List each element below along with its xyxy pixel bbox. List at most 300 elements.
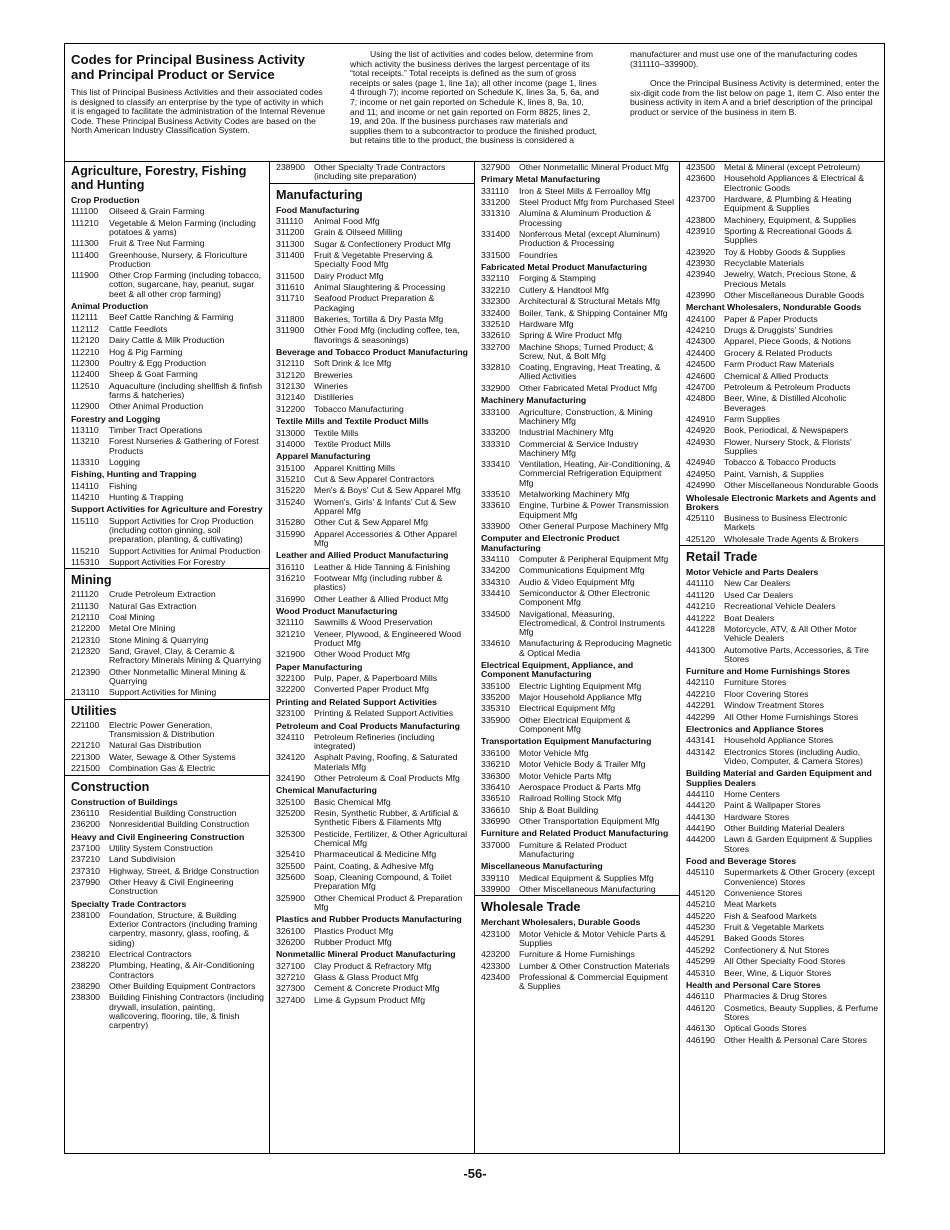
- activity-code: 325300: [276, 828, 305, 839]
- activity-code: 332810: [481, 362, 510, 373]
- activity-description: Printing & Related Support Activities: [314, 708, 454, 719]
- subsection-heading: Wood Product Manufacturing: [276, 606, 398, 617]
- activity-description: Utility System Construction: [109, 842, 213, 853]
- activity-description: Furniture & Related Product Manufacturing: [519, 839, 627, 859]
- activity-description: Electric Power Generation, Transmission & Distribution: [109, 719, 215, 740]
- activity-code: 236110: [71, 807, 100, 818]
- activity-description: Tobacco & Tobacco Products: [724, 457, 836, 468]
- instructions-entry-paragraph: Once the Principal Business Activity is determined, enter the six-digit code from the list below on page 1, item C. Also enter the business activity in item A and a brief description of the principal product or service of the business in item B.: [630, 78, 880, 117]
- activity-code: 311200: [276, 227, 305, 238]
- code-row: [481, 197, 675, 208]
- code-row: [481, 873, 675, 884]
- activity-description: Hog & Pig Farming: [109, 346, 183, 357]
- activity-description: New Car Dealers: [724, 578, 791, 589]
- code-row: [686, 425, 880, 436]
- activity-description: Pharmacies & Drug Stores: [724, 991, 827, 1002]
- activity-description: Lawn & Garden Equipment & Supplies Stores: [724, 834, 873, 854]
- activity-code: 446110: [686, 991, 715, 1002]
- activity-code: 315210: [276, 474, 305, 485]
- subsection-heading: Apparel Manufacturing: [276, 451, 371, 462]
- activity-description: Clay Product & Refractory Mfg: [314, 960, 432, 971]
- code-row: [686, 382, 880, 393]
- activity-code: 424800: [686, 393, 715, 404]
- activity-code: 335100: [481, 680, 510, 691]
- activity-code: 331200: [481, 197, 510, 208]
- code-row: [276, 926, 470, 937]
- code-row: [481, 308, 675, 319]
- activity-code: 114210: [71, 492, 100, 503]
- code-row: [71, 687, 265, 698]
- code-row: [276, 250, 470, 271]
- code-row: [276, 392, 470, 403]
- subsection-heading: Health and Personal Care Stores: [686, 980, 821, 991]
- code-row: [276, 485, 470, 496]
- code-row: [686, 888, 880, 899]
- activity-description: Industrial Machinery Mfg: [519, 427, 614, 438]
- activity-code: 336210: [481, 759, 510, 770]
- page-title: Codes for Principal Business Activity and Principal Product or Service: [71, 52, 306, 82]
- activity-description: Animal Slaughtering & Processing: [314, 282, 446, 293]
- activity-description: Dairy Cattle & Milk Production: [109, 335, 225, 346]
- section-heading: Utilities: [65, 699, 269, 720]
- activity-code: 332210: [481, 284, 510, 295]
- code-row: [276, 463, 470, 474]
- code-row: [276, 271, 470, 282]
- activity-description: Baked Goods Stores: [724, 933, 805, 944]
- activity-description: Natural Gas Distribution: [109, 740, 202, 751]
- code-row: [276, 562, 470, 573]
- activity-description: All Other Specialty Food Stores: [724, 956, 846, 967]
- code-row: [686, 899, 880, 910]
- code-row: [276, 872, 470, 893]
- activity-code: 423990: [686, 289, 715, 300]
- activity-description: Fishing: [109, 480, 138, 491]
- activity-description: Iron & Steel Mills & Ferroalloy Mfg: [519, 185, 651, 196]
- activity-code: 311300: [276, 238, 305, 249]
- code-row: [481, 692, 675, 703]
- code-row: [686, 834, 880, 855]
- code-row: [71, 481, 265, 492]
- activity-code: 334110: [481, 553, 510, 564]
- activity-description: Architectural & Structural Metals Mfg: [519, 296, 660, 307]
- activity-description: Seafood Product Preparation & Packaging: [314, 293, 435, 313]
- activity-description: Steel Product Mfg from Purchased Steel: [519, 197, 675, 208]
- activity-description: Railroad Rolling Stock Mfg: [519, 793, 622, 804]
- activity-description: Cut & Sew Apparel Contractors: [314, 474, 435, 485]
- activity-code: 443142: [686, 746, 715, 757]
- activity-code: 444120: [686, 800, 715, 811]
- activity-description: Confectionery & Nut Stores: [724, 944, 830, 955]
- code-row: [71, 763, 265, 774]
- code-row: [481, 521, 675, 532]
- code-row: [686, 457, 880, 468]
- code-row: [686, 359, 880, 370]
- activity-description: Audio & Video Equipment Mfg: [519, 576, 635, 587]
- activity-code: 322100: [276, 673, 305, 684]
- activity-code: 311400: [276, 250, 305, 261]
- code-row: [71, 960, 265, 981]
- code-row: [481, 439, 675, 460]
- code-row: [481, 715, 675, 736]
- activity-description: Wholesale Trade Agents & Brokers: [724, 533, 859, 544]
- activity-code: 424500: [686, 359, 715, 370]
- activity-description: Coating, Engraving, Heat Treating, & Allied Activities: [519, 362, 661, 382]
- subsection-heading: Machinery Manufacturing: [481, 395, 587, 406]
- code-row: [276, 428, 470, 439]
- activity-code: 445120: [686, 887, 715, 898]
- code-row: [481, 748, 675, 759]
- subsection-heading: Construction of Buildings: [71, 796, 178, 807]
- activity-description: Paint, Coating, & Adhesive Mfg: [314, 860, 434, 871]
- activity-code: 334500: [481, 608, 510, 619]
- activity-code: 324190: [276, 772, 305, 783]
- activity-description: Navigational, Measuring, Electromedical, & Control Instruments Mfg: [519, 608, 665, 638]
- code-row: [276, 381, 470, 392]
- code-row: [276, 227, 470, 238]
- activity-code: 336990: [481, 816, 510, 827]
- activity-code: 336510: [481, 793, 510, 804]
- activity-code: 334610: [481, 638, 510, 649]
- code-row: [686, 469, 880, 480]
- activity-description: Book, Periodical, & Newspapers: [724, 425, 849, 436]
- activity-code: 315240: [276, 496, 305, 507]
- subsection-heading: Support Activities for Agriculture and Forestry: [71, 504, 263, 515]
- subsection-heading: Chemical Manufacturing: [276, 785, 377, 796]
- code-row: [686, 578, 880, 589]
- activity-description: Dairy Product Mfg: [314, 270, 384, 281]
- code-row: [686, 247, 880, 258]
- code-row: [686, 911, 880, 922]
- activity-description: Used Car Dealers: [724, 589, 794, 600]
- activity-code: 112111: [71, 312, 99, 323]
- activity-code: 332110: [481, 273, 510, 284]
- activity-description: Pharmaceutical & Medicine Mfg: [314, 849, 437, 860]
- code-row: [686, 480, 880, 491]
- code-row: [481, 362, 675, 383]
- activity-code: 212310: [71, 634, 100, 645]
- section-heading: Manufacturing: [270, 183, 474, 204]
- activity-description: Distilleries: [314, 392, 354, 403]
- activity-description: Natural Gas Extraction: [109, 600, 197, 611]
- activity-description: Beef Cattle Ranching & Farming: [109, 312, 234, 323]
- section-heading: Construction: [65, 775, 269, 796]
- header-column-3: [630, 50, 880, 118]
- activity-description: Sheep & Goat Farming: [109, 369, 198, 380]
- subsection-heading: Electronics and Appliance Stores: [686, 723, 824, 734]
- code-row: [71, 720, 265, 741]
- code-row: [686, 534, 880, 545]
- code-row: [481, 638, 675, 659]
- code-row: [686, 613, 880, 624]
- subsection-heading: Crop Production: [71, 195, 140, 205]
- code-row: [71, 557, 265, 568]
- code-row: [481, 273, 675, 284]
- activity-description: Rubber Product Mfg: [314, 936, 392, 947]
- activity-code: 221300: [71, 751, 100, 762]
- activity-description: Stone Mining & Quarrying: [109, 634, 209, 645]
- code-row: [686, 269, 880, 290]
- code-row: [481, 840, 675, 861]
- code-row: [481, 681, 675, 692]
- subsection-heading: Transportation Equipment Manufacturing: [481, 736, 652, 747]
- code-row: [481, 972, 675, 993]
- code-row: [71, 369, 265, 380]
- code-row: [276, 439, 470, 450]
- activity-code: 325500: [276, 860, 305, 871]
- code-row: [276, 983, 470, 994]
- activity-code: 325200: [276, 808, 305, 819]
- activity-code: 332300: [481, 296, 510, 307]
- activity-code: 446190: [686, 1034, 715, 1045]
- activity-code: 336300: [481, 770, 510, 781]
- activity-code: 327900: [481, 162, 510, 172]
- code-row: [71, 206, 265, 217]
- activity-description: Residential Building Construction: [109, 807, 237, 818]
- activity-code: 311500: [276, 270, 305, 281]
- activity-description: Tobacco Manufacturing: [314, 403, 404, 414]
- activity-code: 113110: [71, 424, 99, 435]
- activity-description: Medical Equipment & Supplies Mfg: [519, 872, 654, 883]
- activity-description: Boiler, Tank, & Shipping Container Mfg: [519, 307, 668, 318]
- activity-description: Pulp, Paper, & Paperboard Mills: [314, 673, 438, 684]
- activity-code: 423940: [686, 269, 715, 280]
- code-row: [686, 677, 880, 688]
- code-row: [481, 961, 675, 972]
- code-row: [481, 319, 675, 330]
- activity-code: 325410: [276, 849, 305, 860]
- activity-code: 211130: [71, 600, 99, 611]
- activity-description: Bakeries, Tortilla & Dry Pasta Mfg: [314, 314, 444, 325]
- activity-description: Support Activities for Crop Production (including cotton ginning, soil preparation, planting, & cultivating): [109, 515, 254, 545]
- code-row: [276, 617, 470, 628]
- activity-code: 221500: [71, 763, 100, 774]
- activity-code: 425120: [686, 533, 715, 544]
- code-row: [276, 732, 470, 753]
- codes-column-2: [270, 162, 475, 1153]
- activity-description: Household Appliance Stores: [724, 735, 834, 746]
- activity-code: 442210: [686, 688, 715, 699]
- code-row: [276, 829, 470, 850]
- code-row: [276, 404, 470, 415]
- activity-code: 441222: [686, 612, 715, 623]
- activity-code: 115210: [71, 545, 100, 556]
- activity-description: Highway, Street, & Bridge Construction: [109, 865, 260, 876]
- code-row: [276, 684, 470, 695]
- code-row: [686, 258, 880, 269]
- code-row: [276, 325, 470, 346]
- activity-description: Motorcycle, ATV, & All Other Motor Vehicle Dealers: [724, 623, 857, 644]
- subsection-heading: Electrical Equipment, Appliance, and Component Manufacturing: [481, 660, 634, 680]
- activity-code: 111400: [71, 249, 99, 260]
- code-row: [686, 314, 880, 325]
- code-row: [686, 348, 880, 359]
- code-row: [276, 358, 470, 369]
- code-row: [481, 285, 675, 296]
- code-row: [276, 497, 470, 518]
- activity-description: Animal Food Mfg: [314, 215, 380, 226]
- activity-code: 425110: [686, 513, 715, 524]
- activity-description: Boat Dealers: [724, 612, 775, 623]
- page-header: [65, 44, 884, 162]
- code-row: [481, 427, 675, 438]
- activity-description: Crude Petroleum Extraction: [109, 589, 216, 600]
- activity-code: 315990: [276, 528, 305, 539]
- activity-code: 311900: [276, 325, 305, 336]
- code-row: [71, 843, 265, 854]
- activity-description: Convenience Stores: [724, 887, 803, 898]
- activity-code: 212110: [71, 612, 100, 623]
- activity-code: 441110: [686, 578, 714, 589]
- activity-description: Aquaculture (including shellfish & finfish farms & hatcheries): [109, 380, 263, 400]
- activity-code: 115310: [71, 556, 100, 567]
- activity-description: Electrical Equipment Mfg: [519, 703, 616, 714]
- activity-description: Business to Business Electronic Markets: [724, 513, 848, 533]
- activity-description: Other Nonmetallic Mineral Mining & Quarrying: [109, 666, 246, 687]
- activity-description: Poultry & Egg Production: [109, 357, 207, 368]
- code-row: [481, 949, 675, 960]
- subsection-heading: Food and Beverage Stores: [686, 856, 797, 867]
- activity-description: Machine Shops; Turned Product; & Screw, Nut, & Bolt Mfg: [519, 341, 654, 361]
- activity-code: 445299: [686, 956, 715, 967]
- activity-description: Veneer, Plywood, & Engineered Wood Product Mfg: [314, 628, 462, 648]
- subsection-heading: Fabricated Metal Product Manufacturing: [481, 262, 648, 273]
- activity-description: Automotive Parts, Accessories, & Tire Stores: [724, 644, 869, 664]
- activity-code: 441300: [686, 644, 715, 655]
- activity-code: 423300: [481, 960, 510, 971]
- activity-description: Fruit & Vegetable Markets: [724, 922, 824, 933]
- activity-code: 445291: [686, 933, 715, 944]
- activity-code: 441210: [686, 601, 715, 612]
- code-row: [276, 239, 470, 250]
- activity-code: 112300: [71, 357, 100, 368]
- code-row: [276, 314, 470, 325]
- code-row: [71, 358, 265, 369]
- instructions-paragraph: Using the list of activities and codes below, determine from which activity the business derives the largest percentage of its “total receipts.” Total receipts is defined as the sum of gross receipts or sales (page 1, line 1a); all other income (page 1, lines 4 through 7); income reported on Schedule K, lines 3a, 5, 6a, and 7; income or net gain reported on Schedule K, lines 8, 9a, 10, and 11; and income or net gain reported on Form 8825, lines 2, 19, and 20a. If the business purchases raw materials and supplies them to a subcontractor to produce the finished product, but retains title to the product, the business is considered a: [350, 49, 599, 146]
- activity-code: 237100: [71, 842, 100, 853]
- activity-description: Flower, Nursery Stock, & Florists' Supplies: [724, 436, 852, 456]
- subsection-heading: Heavy and Civil Engineering Construction: [71, 831, 245, 842]
- activity-code: 237990: [71, 877, 100, 888]
- code-row: [686, 735, 880, 746]
- activity-description: Other Electrical Equipment & Component Mfg: [519, 714, 631, 735]
- code-row: [686, 414, 880, 425]
- subsection-heading: Leather and Allied Product Manufacturing: [276, 550, 449, 561]
- code-row: [276, 893, 470, 914]
- code-row: [686, 393, 880, 414]
- code-row: [686, 162, 880, 173]
- activity-code: 112112: [71, 323, 99, 334]
- activity-code: 213110: [71, 687, 100, 698]
- activity-code: 221210: [71, 740, 100, 751]
- activity-description: Textile Mills: [314, 427, 359, 438]
- code-row: [276, 649, 470, 660]
- activity-description: Grocery & Related Products: [724, 347, 833, 358]
- subsection-heading: Specialty Trade Contractors: [71, 898, 187, 909]
- activity-code: 238100: [71, 910, 100, 921]
- code-row: [686, 1023, 880, 1034]
- code-row: [71, 425, 265, 436]
- code-row: [276, 282, 470, 293]
- code-row: [71, 335, 265, 346]
- activity-code: 423910: [686, 225, 715, 236]
- subsection-heading: Printing and Related Support Activities: [276, 696, 437, 707]
- activity-code: 327400: [276, 994, 305, 1005]
- activity-code: 424400: [686, 347, 715, 358]
- code-row: [481, 342, 675, 363]
- code-row: [276, 162, 470, 183]
- activity-description: Support Activities For Forestry: [109, 556, 226, 567]
- instructions-continued: manufacturer and must use one of the manufacturing codes (311110–339900).: [630, 49, 858, 69]
- activity-code: 332610: [481, 330, 510, 341]
- code-row: [686, 945, 880, 956]
- activity-description: Foundries: [519, 249, 558, 260]
- activity-description: Spring & Wire Product Mfg: [519, 330, 622, 341]
- code-row: [276, 849, 470, 860]
- activity-code: 238900: [276, 162, 305, 172]
- activity-code: 113310: [71, 456, 100, 467]
- code-row: [71, 949, 265, 960]
- section-heading: Agriculture, Forestry, Fishing and Hunting: [71, 164, 247, 192]
- codes-column-3: [475, 162, 680, 1153]
- activity-description: Hardware Stores: [724, 811, 790, 822]
- code-row: [686, 290, 880, 301]
- activity-description: Converted Paper Product Mfg: [314, 684, 429, 695]
- activity-description: Leather & Hide Tanning & Finishing: [314, 561, 451, 572]
- activity-description: Asphalt Paving, Roofing, & Saturated Materials Mfg: [314, 752, 458, 772]
- activity-description: Hunting & Trapping: [109, 492, 184, 503]
- code-row: [276, 673, 470, 684]
- subsection-heading: Plastics and Rubber Products Manufacturing: [276, 914, 462, 925]
- activity-description: Drugs & Druggists' Sundries: [724, 325, 833, 336]
- activity-code: 111100: [71, 206, 99, 217]
- code-row: [686, 712, 880, 723]
- subsection-heading: Petroleum and Coal Products Manufacturing: [276, 720, 460, 731]
- activity-code: 238220: [71, 960, 100, 971]
- activity-description: Nonferrous Metal (except Aluminum) Production & Processing: [519, 229, 660, 249]
- activity-description: Apparel Knitting Mills: [314, 462, 396, 473]
- activity-code: 311110: [276, 215, 304, 226]
- activity-code: 238300: [71, 992, 100, 1003]
- activity-code: 336610: [481, 804, 510, 815]
- activity-code: 444190: [686, 823, 715, 834]
- activity-description: Hardware, & Plumbing & Heating Equipment & Supplies: [724, 193, 852, 214]
- activity-code: 444200: [686, 834, 715, 845]
- activity-code: 115110: [71, 515, 99, 526]
- code-row: [481, 250, 675, 261]
- code-row: [481, 782, 675, 793]
- activity-description: Semiconductor & Other Electronic Component Mfg: [519, 588, 650, 608]
- code-row: [686, 590, 880, 601]
- code-row: [481, 759, 675, 770]
- activity-code: 424930: [686, 436, 715, 447]
- activity-code: 335900: [481, 714, 510, 725]
- activity-code: 114110: [71, 480, 99, 491]
- activity-code: 315220: [276, 485, 305, 496]
- activity-code: 212320: [71, 646, 100, 657]
- activity-description: Pesticide, Fertilizer, & Other Agricultural Chemical Mfg: [314, 828, 468, 848]
- code-row: [481, 459, 675, 489]
- activity-description: Cattle Feedlots: [109, 323, 168, 334]
- activity-code: 323100: [276, 708, 305, 719]
- activity-code: 445220: [686, 910, 715, 921]
- activity-description: Manufacturing & Reproducing Magnetic & Optical Media: [519, 638, 672, 658]
- activity-code: 312140: [276, 392, 305, 403]
- subsection-heading: Primary Metal Manufacturing: [481, 174, 601, 185]
- activity-description: Other Nonmetallic Mineral Product Mfg: [519, 162, 669, 172]
- activity-description: Plumbing, Heating, & Air-Conditioning Contractors: [109, 960, 255, 980]
- activity-description: Coal Mining: [109, 612, 155, 623]
- subsection-heading: Building Material and Garden Equipment and Supplies Dealers: [686, 768, 872, 788]
